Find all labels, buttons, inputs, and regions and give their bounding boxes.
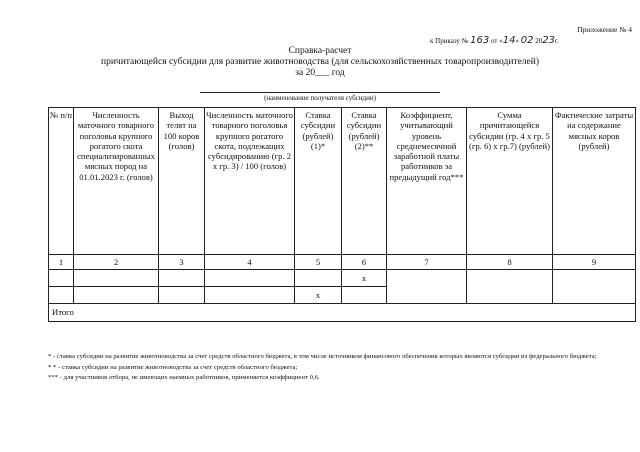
- header-cell: Численность маточного товарного поголовья крупного рогатого скота, подлежащих субсидированию (гр. 2 х гр. 3) / 100 (голов): [205, 108, 295, 255]
- order-year: 23: [542, 35, 555, 46]
- order-from: от «: [491, 37, 503, 45]
- column-number: 1: [49, 255, 74, 270]
- column-number: 9: [553, 255, 636, 270]
- header-cell: Фактические затраты на содержание мясных коров (рублей): [553, 108, 636, 255]
- order-suffix: г.: [554, 37, 559, 45]
- order-month: 02: [520, 35, 534, 46]
- table-cell: [342, 287, 387, 304]
- title-line-2: причитающейся субсидии для развитие животноводства (для сельскохозяйственных товаропроизводителей): [101, 57, 539, 67]
- order-reference: [430, 35, 559, 46]
- title-line-3: за 20___ год: [295, 68, 345, 78]
- header-cell: Ставка субсидии (рублей) (2)**: [342, 108, 387, 255]
- footnote: *** - для участников отбора, не имеющих наемных работников, применяется коэффициент 0,6.: [48, 374, 320, 381]
- order-prefix: к Приказу №: [430, 37, 469, 45]
- column-number-row: [49, 255, 636, 270]
- table-cell: [49, 270, 74, 287]
- table-cell: [159, 287, 205, 304]
- header-cell: Численность маточного товарного поголовья крупного рогатого скота специализированных мясных пород на 01.01.2023 г. (голов): [74, 108, 159, 255]
- order-number: 163: [470, 35, 490, 46]
- order-day: 14: [502, 35, 516, 46]
- total-label: Итого: [49, 304, 636, 322]
- header-cell: Коэффициент, учитывающий уровень среднемесячной заработной платы работников за предыдущий год***: [387, 108, 467, 255]
- total-row: [49, 304, 636, 322]
- document-title: [0, 46, 640, 79]
- appendix-label: Приложение № 4: [577, 25, 632, 34]
- table-cell: [205, 287, 295, 304]
- order-mid: »: [515, 37, 519, 45]
- table-cell-x-mark: х: [342, 270, 387, 287]
- table-cell: [49, 287, 74, 304]
- subsidy-table: [48, 107, 636, 322]
- table-cell: [74, 287, 159, 304]
- recipient-caption: (наименование получателя субсидии): [264, 94, 376, 102]
- column-number: 5: [295, 255, 342, 270]
- table-cell: [74, 270, 159, 287]
- table-cell: [387, 270, 467, 304]
- table-cell: [553, 270, 636, 304]
- header-cell: № п/п: [49, 108, 74, 255]
- column-number: 6: [342, 255, 387, 270]
- footnote: * * - ставка субсидии на развитие животноводства за счет средств областного бюджета;: [48, 363, 298, 371]
- column-number: 2: [74, 255, 159, 270]
- table-row: [49, 270, 636, 287]
- footnote: * - ставка субсидии на развитие животноводства за счет средств областного бюджета, в том числе источником финансового обеспечения которых являются субсидии из федерального бюджета;: [48, 353, 597, 360]
- table-cell: [205, 270, 295, 287]
- title-line-1: Справка-расчет: [288, 46, 352, 56]
- header-cell: Выход телят на 100 коров (голов): [159, 108, 205, 255]
- footnotes: [48, 352, 620, 384]
- column-number: 4: [205, 255, 295, 270]
- header-cell: Ставка субсидии (рублей) (1)*: [295, 108, 342, 255]
- header-cell: Сумма причитающейся субсидии (гр. 4 х гр. 5 (гр. 6) х гр.7) (рублей): [467, 108, 553, 255]
- table-header-row: [49, 108, 636, 255]
- column-number: 7: [387, 255, 467, 270]
- column-number: 3: [159, 255, 205, 270]
- column-number: 8: [467, 255, 553, 270]
- table-cell: [295, 270, 342, 287]
- table-cell: [159, 270, 205, 287]
- order-year-prefix: 20: [535, 37, 543, 45]
- table-cell: [467, 270, 553, 304]
- table-cell-x-mark: х: [295, 287, 342, 304]
- recipient-underline: [200, 92, 440, 93]
